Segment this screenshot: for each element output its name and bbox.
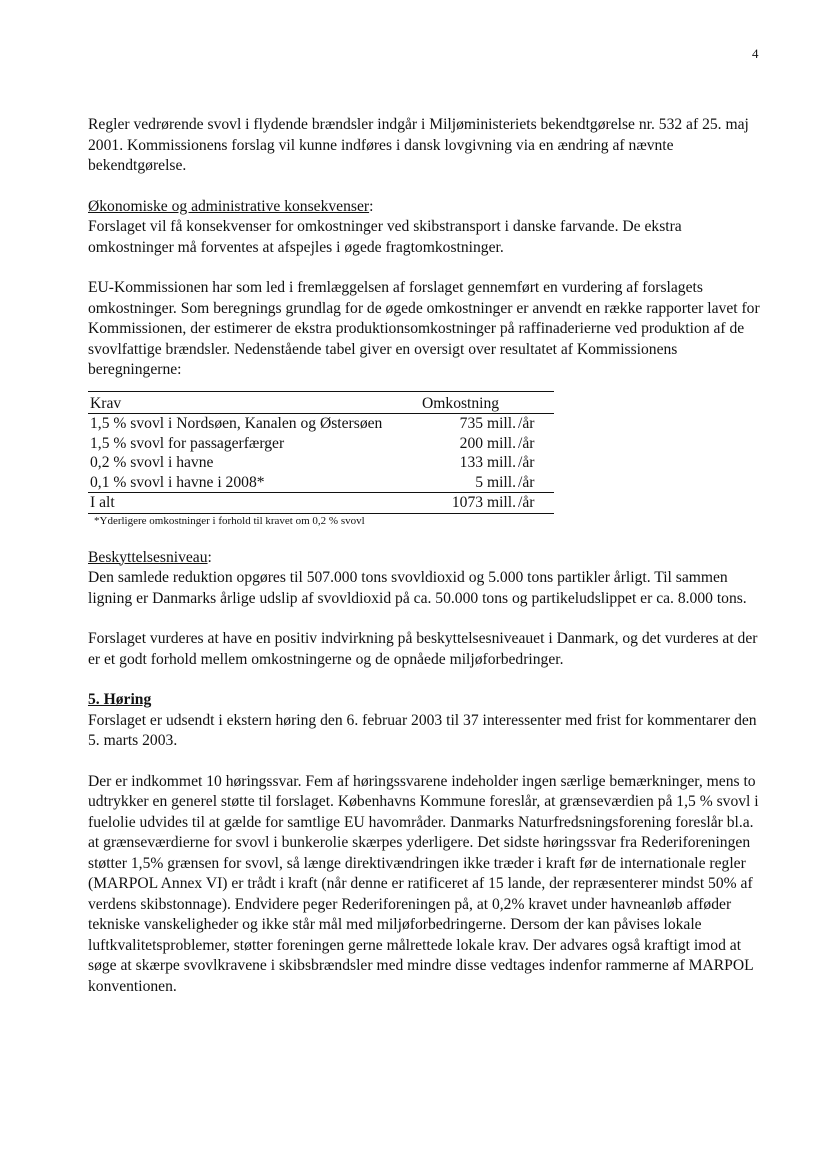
table-row [88,473,554,493]
row-cost: 133 mill. [459,454,516,471]
row-cost: 735 mill. [459,415,516,432]
table-row [88,434,554,454]
hearing-body: Forslaget er udsendt i ekstern høring den 6. februar 2003 til 37 interessenter med frist for kommentarer den 5. marts 2003. [88,711,757,749]
eu-assessment-paragraph: EU-Kommissionen har som led i fremlæggelsen af forslaget gennemført en vurdering af forslagets omkostninger. Som beregnings grundlag for de øgede omkostninger er anvendt en række rapporter lavet for Kommissionen, der estimerer de ekstra produktionsomkostninger på raffinaderierne ved produktion af de svovlfattige brændsler. Nedenstående tabel giver en oversigt over resultatet af Kommissionens beregningerne: [88,279,760,378]
document-body [88,115,768,1017]
row-unit: /år [518,434,535,452]
row-requirement: 1,5 % svovl for passagerfærger [90,434,285,452]
total-unit: /år [516,493,554,514]
cost-table [88,391,554,514]
protection-section [88,548,768,610]
protection-heading-colon: : [207,548,212,566]
row-unit: /år [518,454,535,471]
table-total-row [88,493,554,514]
total-label: I alt [88,493,420,514]
table-row [88,453,554,473]
cost-table-header [88,391,554,414]
header-requirement: Krav [88,391,420,414]
protection-heading-line [88,548,768,569]
protection-heading: Beskyttelsesniveau [88,548,208,566]
table-footnote: *Yderligere omkostninger i forhold til kravet om 0,2 % svovl [94,514,365,527]
table-row [88,414,554,434]
row-unit: /år [518,415,535,432]
row-requirement: 0,2 % svovl i havne [90,454,214,471]
row-requirement: 1,5 % svovl i Nordsøen, Kanalen og Østersøen [90,415,383,432]
row-cost: 5 mill. [420,473,516,493]
protection-assessment-paragraph: Forslaget vurderes at have en positiv indvirkning på beskyttelsesniveauet i Danmark, og det vurderes at der er et godt forhold mellem omkostningerne og de opnåede miljøforbedringer. [88,630,758,668]
row-requirement: 0,1 % svovl i havne i 2008* [88,473,420,493]
economic-section [88,197,768,259]
hearing-section [88,690,768,997]
economic-body: Forslaget vil få konsekvenser for omkostninger ved skibstransport i danske farvande. De ekstra omkostninger må forventes at afspejles i øgede fragtomkostninger. [88,218,682,256]
row-unit: /år [516,473,554,493]
row-cost: 200 mill. [459,434,516,452]
economic-heading-colon: : [369,197,374,215]
economic-heading: Økonomiske og administrative konsekvenser [88,197,370,215]
intro-paragraph: Regler vedrørende svovl i flydende brændsler indgår i Miljøministeriets bekendtgørelse nr. 532 af 25. maj 2001. Kommissionens forslag vil kunne indføres i dansk lovgivning via en ændring af nævnte bekendtgørelse. [88,116,749,174]
page-number: 4 [752,46,759,61]
total-cost: 1073 mill. [420,493,516,514]
hearing-heading: 5. Høring [88,691,152,708]
hearing-responses: Der er indkommet 10 høringssvar. Fem af høringssvarene indeholder ingen særlige bemærkninger, mens to udtrykker en generel støtte til forslaget. Københavns Kommune foreslår, at grænseværdien på 1,5 % svovl i fuelolie udvides til at gælde for samtlige EU havområder. Danmarks Naturfredsningsforening foreslår bl.a. at grænseværdierne for svovl i bunkerolie skærpes yderligere. Det sidste høringssvar fra Rederiforeningen støtter 1,5% grænsen for svovl, så længe direktivændringen ikke træder i kraft før de internationale regler (MARPOL Annex VI) er trådt i kraft (når denne er ratificeret af 15 lande, der repræsenterer mindst 50% af verdens skibstonnage). Endvidere peger Rederiforeningen på, at 0,2% kravet under havneanløb afføder tekniske vanskeligheder og ikke står mål med miljøforbedringerne. Dersom der kan påvises lokale luftkvalitetsproblemer, støtter foreningen gerne målrettede lokale krav. Der advares også kraftigt imod at søge at skærpe svovlkravene i skibsbrændsler med mindre disse vedtages indenfor rammerne af MARPOL konventionen. [88,772,759,995]
economic-heading-line [88,197,768,218]
protection-body: Den samlede reduktion opgøres til 507.000 tons svovldioxid og 5.000 tons partikler årligt. Til sammen ligning er Danmarks årlige udslip af svovldioxid på ca. 50.000 tons og partikeludslippet er ca. 8.000 tons. [88,569,747,607]
header-cost: Omkostning [420,391,554,414]
